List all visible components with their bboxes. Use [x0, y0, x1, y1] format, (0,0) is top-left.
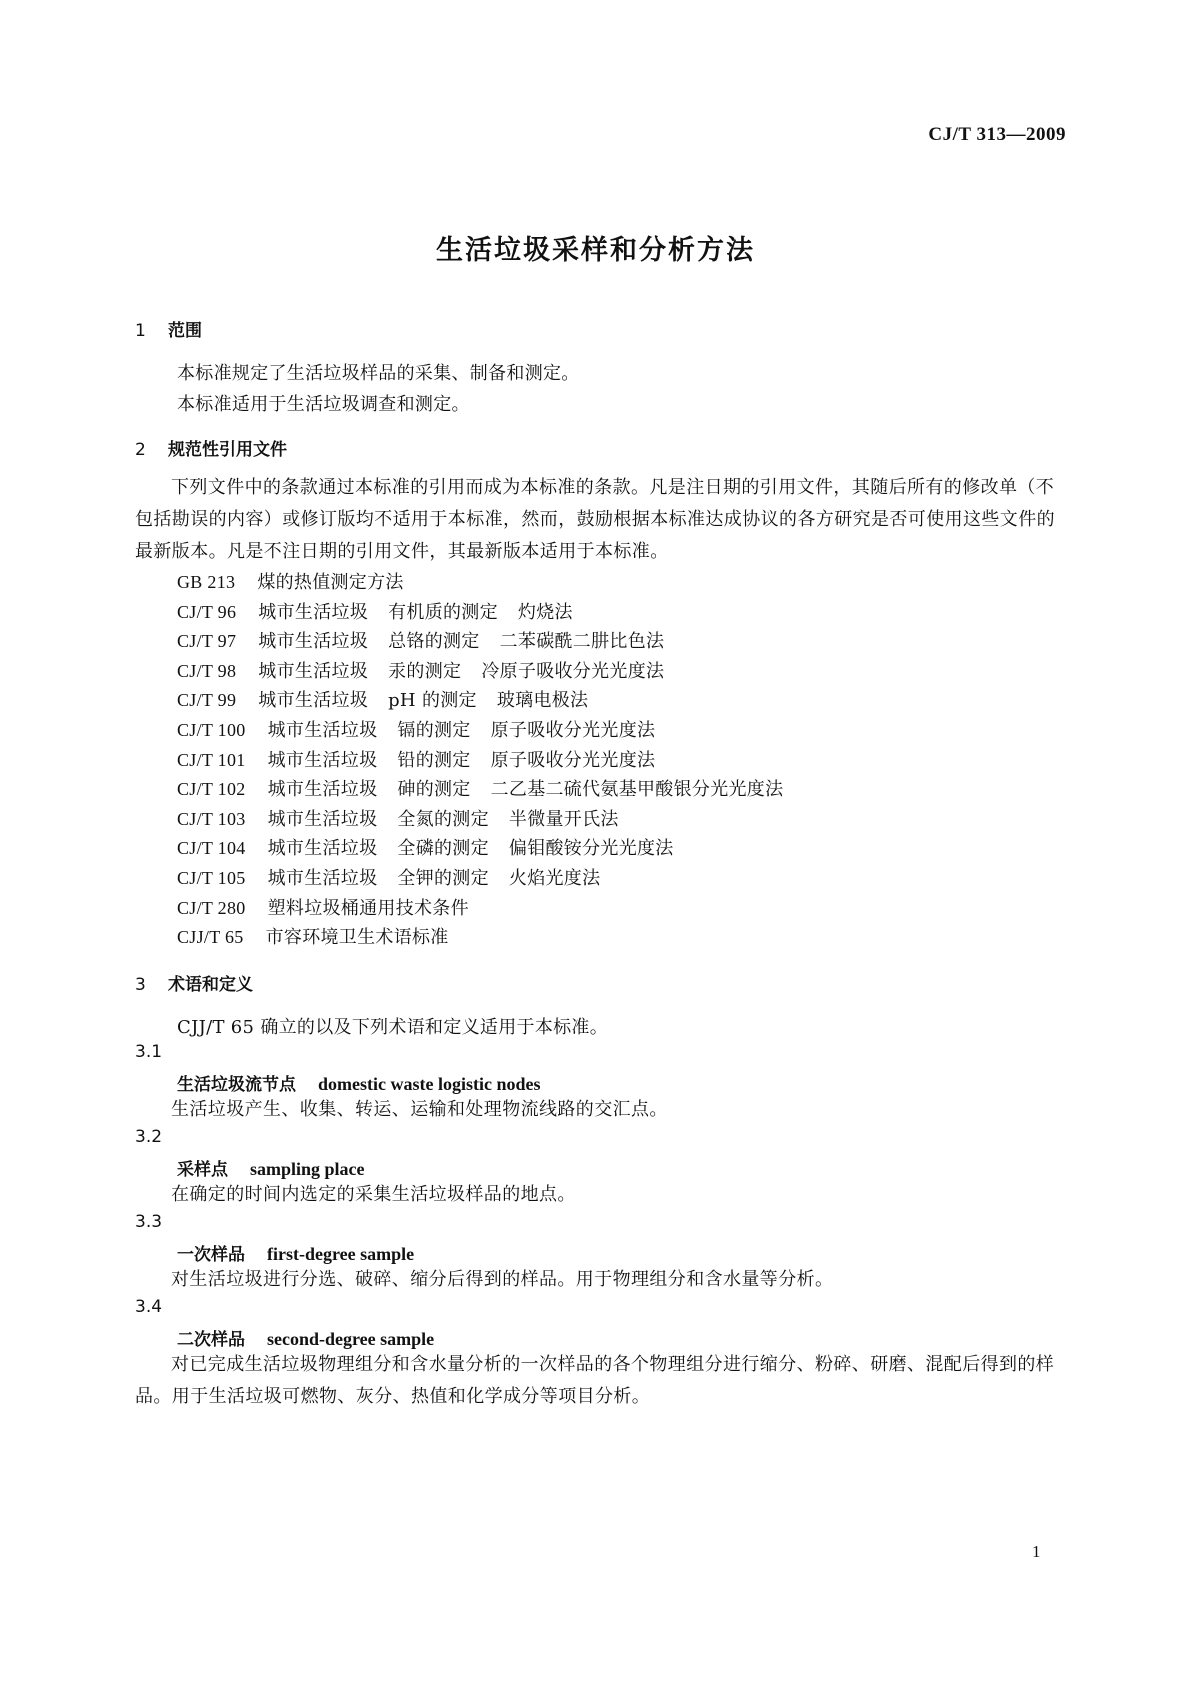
paragraph: 本标准适用于生活垃圾调查和测定。 — [177, 394, 470, 415]
reference-title-part: 城市生活垃圾 — [267, 720, 378, 741]
reference-title-part: 铅的测定 — [397, 750, 471, 771]
reference-title-part: 火焰光度法 — [508, 868, 601, 889]
term-english: sampling place — [250, 1159, 365, 1179]
reference-code: CJ/T 101 — [177, 750, 246, 770]
section-title: 范围 — [168, 321, 202, 341]
reference-code: CJ/T 99 — [177, 690, 237, 710]
reference-title-part: 总铬的测定 — [388, 631, 480, 652]
section-number: 1 — [135, 321, 146, 341]
reference-item — [177, 568, 404, 594]
reference-title-part: pH 的测定 — [388, 690, 477, 711]
reference-title-part: 城市生活垃圾 — [267, 838, 378, 859]
reference-title-part: 煤的热值测定方法 — [257, 572, 404, 593]
reference-item — [177, 598, 573, 624]
reference-title-part: 城市生活垃圾 — [267, 750, 378, 771]
reference-title-part: 半微量开氏法 — [508, 809, 619, 830]
reference-code: CJJ/T 65 — [177, 927, 244, 947]
reference-title-part: 汞的测定 — [388, 661, 462, 682]
subclause-number: 3.4 — [135, 1297, 163, 1317]
reference-code: CJ/T 100 — [177, 720, 246, 740]
reference-title-part: 全磷的测定 — [397, 838, 489, 859]
paragraph: CJJ/T 65 确立的以及下列术语和定义适用于本标准。 — [177, 1017, 609, 1038]
reference-item — [177, 746, 655, 772]
reference-title-part: 城市生活垃圾 — [267, 779, 378, 800]
reference-item — [177, 716, 655, 742]
term-entry — [177, 1240, 414, 1265]
section-number: 3 — [135, 975, 146, 995]
reference-code: CJ/T 96 — [177, 602, 237, 622]
reference-title-part: 冷原子吸收分光光度法 — [481, 661, 665, 682]
reference-item — [177, 864, 600, 890]
term-english: second-degree sample — [267, 1329, 435, 1349]
term-definition: 对已完成生活垃圾物理组分和含水量分析的一次样品的各个物理组分进行缩分、粉碎、研磨、混配后得到的样品。用于生活垃圾可燃物、灰分、热值和化学成分等项目分析。 — [135, 1354, 1055, 1407]
reference-title-part: 城市生活垃圾 — [267, 868, 378, 889]
term-chinese: 生活垃圾流节点 — [177, 1075, 296, 1095]
reference-title-part: 城市生活垃圾 — [258, 602, 369, 623]
term-definition: 在确定的时间内选定的采集生活垃圾样品的地点。 — [171, 1184, 576, 1205]
reference-code: GB 213 — [177, 572, 236, 592]
reference-item — [177, 627, 664, 653]
reference-title-part: 市容环境卫生术语标准 — [265, 927, 449, 948]
reference-title-part: 全氮的测定 — [397, 809, 489, 830]
reference-title-part: 玻璃电极法 — [496, 690, 589, 711]
reference-code: CJ/T 103 — [177, 809, 246, 829]
reference-title-part: 有机质的测定 — [388, 602, 498, 623]
reference-title-part: 城市生活垃圾 — [267, 809, 378, 830]
reference-title-part: 原子吸收分光光度法 — [490, 750, 656, 771]
term-definition: 生活垃圾产生、收集、转运、运输和处理物流线路的交汇点。 — [171, 1099, 668, 1120]
reference-item — [177, 894, 469, 920]
subclause-number: 3.2 — [135, 1127, 163, 1147]
page-number: 1 — [1032, 1542, 1041, 1561]
reference-title-part: 灼烧法 — [517, 602, 573, 623]
reference-title-part: 城市生活垃圾 — [258, 690, 369, 711]
reference-code: CJ/T 105 — [177, 868, 246, 888]
paragraph: 本标准规定了生活垃圾样品的采集、制备和测定。 — [177, 363, 580, 384]
section-number: 2 — [135, 440, 146, 460]
reference-item — [177, 834, 674, 860]
paragraph: 下列文件中的条款通过本标准的引用而成为本标准的条款。凡是注日期的引用文件，其随后所有的修改单（不包括勘误的内容）或修订版均不适用于本标准，然而，鼓励根据本标准达成协议的各方研究是否可使用这些文件的最新版本。凡是不注日期的引用文件，其最新版本适用于本标准。 — [135, 477, 1055, 562]
section-title: 术语和定义 — [168, 975, 253, 995]
term-chinese: 二次样品 — [177, 1330, 245, 1350]
standard-code: CJ/T 313—2009 — [928, 124, 1066, 145]
subclause-number: 3.1 — [135, 1042, 163, 1062]
term-english: domestic waste logistic nodes — [318, 1074, 541, 1094]
reference-code: CJ/T 98 — [177, 661, 237, 681]
term-chinese: 一次样品 — [177, 1245, 245, 1265]
term-english: first-degree sample — [267, 1244, 415, 1264]
section-heading-normative-references — [135, 435, 287, 460]
reference-code: CJ/T 102 — [177, 779, 246, 799]
reference-title-part: 砷的测定 — [397, 779, 471, 800]
section-title: 规范性引用文件 — [168, 440, 287, 460]
reference-code: CJ/T 97 — [177, 631, 237, 651]
reference-title-part: 镉的测定 — [397, 720, 471, 741]
reference-item — [177, 775, 783, 801]
reference-item — [177, 686, 588, 712]
reference-title-part: 二苯碳酰二肼比色法 — [499, 631, 665, 652]
section-heading-terms — [135, 970, 253, 995]
reference-title-part: 城市生活垃圾 — [258, 661, 369, 682]
term-definition: 对生活垃圾进行分选、破碎、缩分后得到的样品。用于物理组分和含水量等分析。 — [171, 1269, 834, 1290]
section-heading-scope — [135, 316, 202, 341]
reference-title-part: 塑料垃圾桶通用技术条件 — [267, 898, 469, 919]
reference-title-part: 城市生活垃圾 — [258, 631, 369, 652]
reference-item — [177, 805, 619, 831]
term-entry — [177, 1325, 434, 1350]
reference-title-part: 偏钼酸铵分光光度法 — [508, 838, 674, 859]
reference-code: CJ/T 280 — [177, 898, 246, 918]
subclause-number: 3.3 — [135, 1212, 163, 1232]
reference-title-part: 原子吸收分光光度法 — [490, 720, 656, 741]
reference-item — [177, 923, 449, 949]
document-title: 生活垃圾采样和分析方法 — [436, 235, 755, 266]
term-entry — [177, 1155, 365, 1180]
reference-item — [177, 657, 664, 683]
term-chinese: 采样点 — [177, 1160, 228, 1180]
reference-title-part: 全钾的测定 — [397, 868, 489, 889]
term-entry — [177, 1070, 540, 1095]
reference-code: CJ/T 104 — [177, 838, 246, 858]
reference-title-part: 二乙基二硫代氨基甲酸银分光光度法 — [490, 779, 784, 800]
